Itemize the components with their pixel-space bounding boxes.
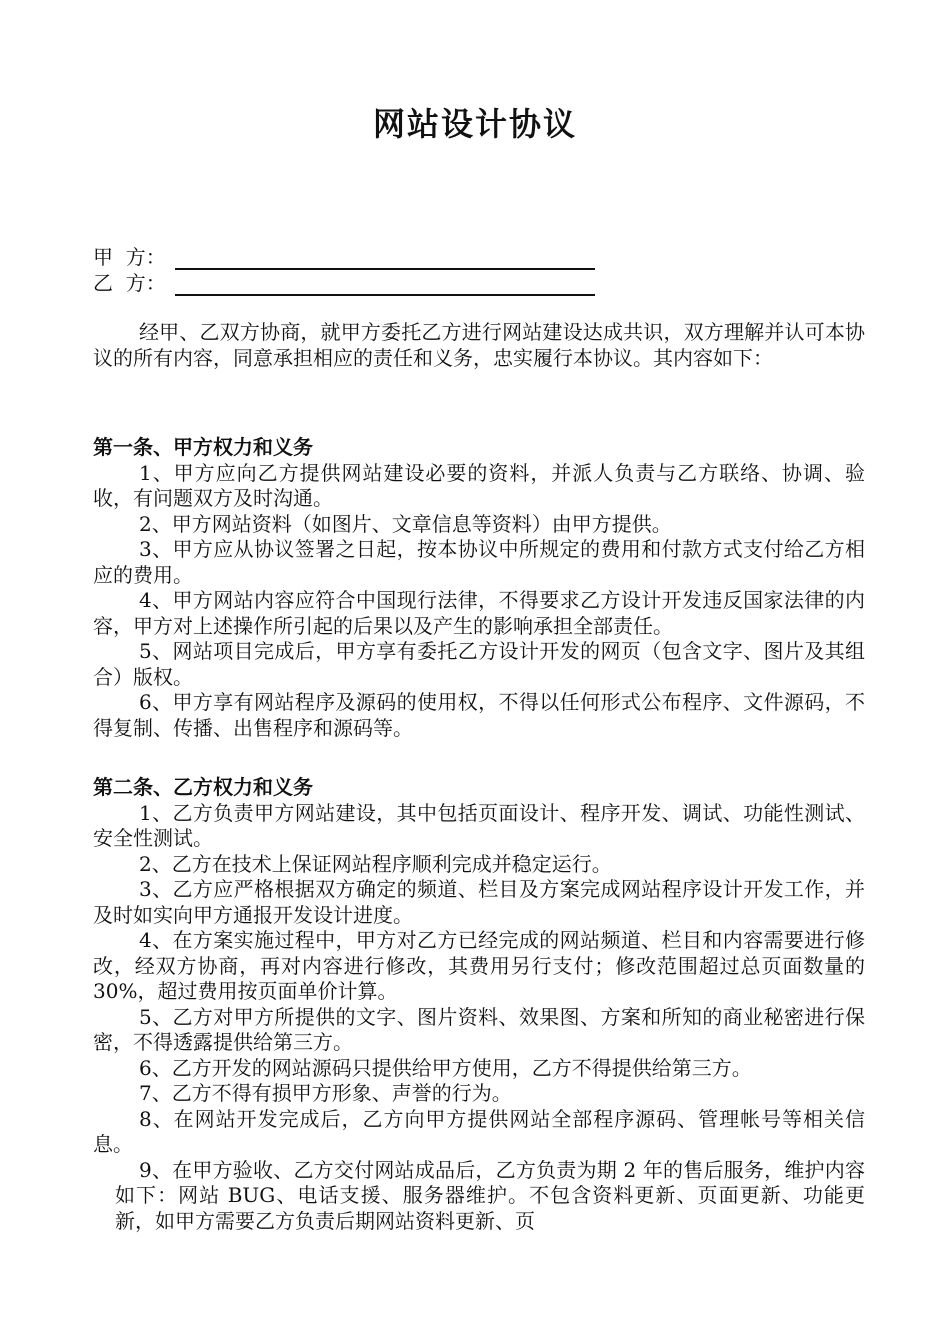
- section-1-item-3: 3、甲方应从协议签署之日起，按本协议中所规定的费用和付款方式支付给乙方相应的费用。: [93, 537, 865, 587]
- party-block: [93, 244, 595, 296]
- party-b-label: 乙 方：: [93, 271, 166, 295]
- party-a-line: [93, 244, 595, 270]
- section-1-item-4: 4、甲方网站内容应符合中国现行法律，不得要求乙方设计开发违反国家法律的内容，甲方对上述操作所引起的后果以及产生的影响承担全部责任。: [93, 588, 865, 638]
- agreement-body: [93, 320, 865, 1234]
- section-2-item-6: 6、乙方开发的网站源码只提供给甲方使用，乙方不得提供给第三方。: [139, 1055, 752, 1080]
- section-2-item-5: 5、乙方对甲方所提供的文字、图片资料、效果图、方案和所知的商业秘密进行保密，不得透露提供给第三方。: [93, 1004, 865, 1054]
- section-2-item-2: 2、乙方在技术上保证网站程序顺利完成并稳定运行。: [139, 851, 612, 876]
- party-a-label: 甲 方：: [93, 245, 166, 269]
- section-2-item-9: 9、在甲方验收、乙方交付网站成品后，乙方负责为期 2 年的售后服务，维护内容如下：网站 BUG、电话支援、服务器维护。不包含资料更新、页面更新、功能更新，如甲方需要乙方负责后期网站资料更新、页: [115, 1157, 865, 1233]
- section-1-item-6: 6、甲方享有网站程序及源码的使用权，不得以任何形式公布程序、文件源码，不得复制、传播、出售程序和源码等。: [93, 690, 865, 740]
- section-2-item-3: 3、乙方应严格根据双方确定的频道、栏目及方案完成网站程序设计开发工作，并及时如实向甲方通报开发设计进度。: [93, 877, 865, 927]
- section-1-heading: 第一条、甲方权力和义务: [93, 435, 313, 459]
- party-b-blank-field[interactable]: [175, 274, 595, 296]
- party-b-line: [93, 270, 595, 296]
- section-2-item-4: 4、在方案实施过程中，甲方对乙方已经完成的网站频道、栏目和内容需要进行修改，经双方协商，再对内容进行修改，其费用另行支付；修改范围超过总页面数量的30%，超过费用按页面单价计算。: [93, 928, 865, 1003]
- section-2-item-7: 7、乙方不得有损甲方形象、声誉的行为。: [139, 1081, 512, 1105]
- section-1-item-5: 5、网站项目完成后，甲方享有委托乙方设计开发的网页（包含文字、图片及其组合）版权。: [93, 639, 865, 689]
- section-1-item-1: 1、甲方应向乙方提供网站建设必要的资料，并派人负责与乙方联络、协调、验收，有问题双方及时沟通。: [93, 460, 865, 510]
- section-2-item-1: 1、乙方负责甲方网站建设，其中包括页面设计、程序开发、调试、功能性测试、安全性测试。: [93, 800, 865, 850]
- section-2-heading: 第二条、乙方权力和义务: [93, 775, 313, 799]
- section-2-item-8: 8、在网站开发完成后，乙方向甲方提供网站全部程序源码、管理帐号等相关信息。: [93, 1106, 865, 1156]
- party-a-blank-field[interactable]: [175, 248, 595, 270]
- intro-paragraph: 经甲、乙双方协商，就甲方委托乙方进行网站建设达成共识，双方理解并认可本协议的所有内容，同意承担相应的责任和义务，忠实履行本协议。其内容如下：: [93, 320, 865, 370]
- section-1-item-2: 2、甲方网站资料（如图片、文章信息等资料）由甲方提供。: [139, 511, 672, 536]
- document-title: 网站设计协议: [372, 105, 577, 143]
